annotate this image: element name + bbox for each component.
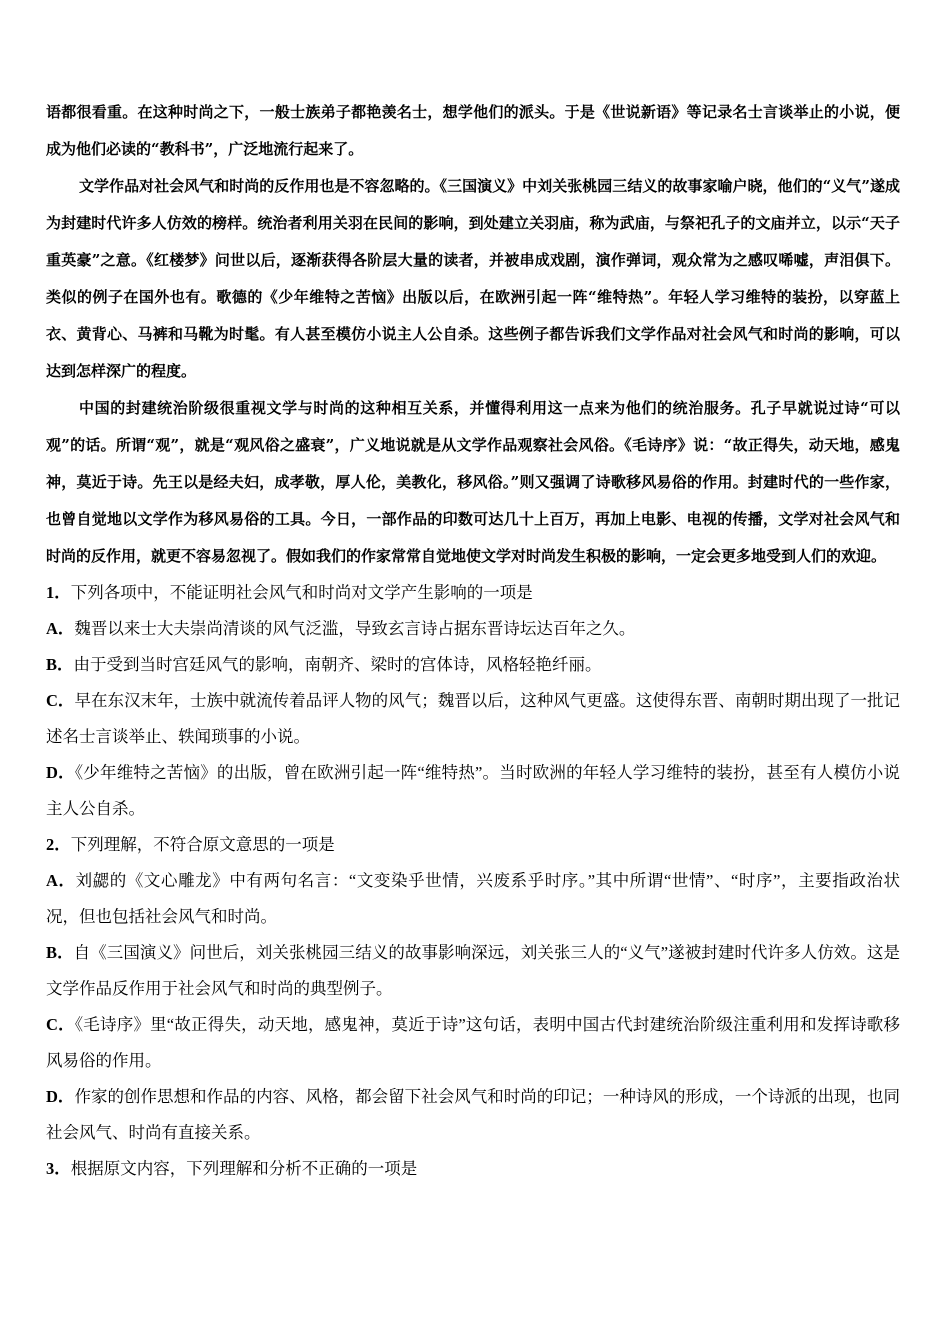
passage-paragraph-1: 语都很看重。在这种时尚之下，一般士族弟子都艳羡名士，想学他们的派头。于是《世说新语》等记录名士言谈举止的小说，便成为他们必读的“教科书”，广泛地流行起来了。 <box>46 103 900 158</box>
option-text: 自《三国演义》问世后，刘关张桃园三结义的故事影响深远，刘关张三人的“义气”遂被封建时代许多人仿效。这是文学作品反作用于社会风气和时尚的典型例子。 <box>46 943 900 998</box>
passage-paragraph-2: 文学作品对社会风气和时尚的反作用也是不容忽略的。《三国演义》中刘关张桃园三结义的故事家喻户晓，他们的“义气”遂成为封建时代许多人仿效的榜样。统治者利用关羽在民间的影响，到处建立关羽庙，称为武庙，与祭祀孔子的文庙并立，以示“天子重英豪”之意。《红楼梦》问世以后，逐渐获得各阶层大量的读者，并被串成戏剧，演作弹词，观众常为之感叹唏嘘，声泪俱下。类似的例子在国外也有。歌德的《少年维特之苦恼》出版以后，在欧洲引起一阵“维特热”。年轻人学习维特的装扮，以穿蓝上衣、黄背心、马裤和马靴为时髦。有人甚至模仿小说主人公自杀。这些例子都告诉我们文学作品对社会风气和时尚的影响，可以达到怎样深广的程度。 <box>46 177 900 380</box>
option-b <box>46 935 900 1007</box>
option-label: C． <box>46 691 75 710</box>
option-label: A． <box>46 619 75 638</box>
option-d <box>46 755 900 827</box>
question-stem-text: 下列理解，不符合原文意思的一项是 <box>70 835 335 854</box>
option-label: A． <box>46 871 76 890</box>
question-2 <box>46 827 900 1151</box>
option-a <box>46 863 900 935</box>
option-text: 由于受到当时宫廷风气的影响，南朝齐、梁时的宫体诗，风格轻艳纤丽。 <box>73 655 602 674</box>
question-stem <box>46 575 900 611</box>
option-text: 《毛诗序》里“故正得失，动天地，感鬼神，莫近于诗”这句话，表明中国古代封建统治阶级注重利用和发挥诗歌移风易俗的作用。 <box>46 1015 900 1070</box>
question-stem-text: 根据原文内容，下列理解和分析不正确的一项是 <box>70 1159 418 1178</box>
option-c <box>46 1007 900 1079</box>
option-d <box>46 1079 900 1151</box>
document-page <box>46 94 900 1187</box>
question-stem <box>46 1151 900 1187</box>
option-a <box>46 611 900 647</box>
option-b <box>46 647 900 683</box>
option-label: D． <box>46 763 75 782</box>
question-number: 3． <box>46 1159 71 1178</box>
option-text: 早在东汉末年，士族中就流传着品评人物的风气；魏晋以后，这种风气更盛。这使得东晋、南朝时期出现了一批记述名士言谈举止、轶闻琐事的小说。 <box>46 691 901 746</box>
question-1 <box>46 575 900 827</box>
option-c <box>46 683 900 755</box>
question-stem-text: 下列各项中，不能证明社会风气和时尚对文学产生影响的一项是 <box>70 583 533 602</box>
question-stem <box>46 827 900 863</box>
option-text: 刘勰的《文心雕龙》中有两句名言：“文变染乎世情，兴废系乎时序。”其中所谓“世情”、“时序”，主要指政治状况，但也包括社会风气和时尚。 <box>46 871 900 926</box>
question-number: 1． <box>46 583 71 602</box>
option-label: B． <box>46 943 74 962</box>
option-text: 魏晋以来士大夫崇尚清谈的风气泛滥，导致玄言诗占据东晋诗坛达百年之久。 <box>74 619 636 638</box>
option-label: D． <box>46 1087 75 1106</box>
question-number: 2． <box>46 835 71 854</box>
option-label: C． <box>46 1015 75 1034</box>
option-label: B． <box>46 655 74 674</box>
question-3 <box>46 1151 900 1187</box>
option-text: 《少年维特之苦恼》的出版，曾在欧洲引起一阵“维特热”。当时欧洲的年轻人学习维特的装扮，甚至有人模仿小说主人公自杀。 <box>46 763 900 818</box>
passage-paragraph-3: 中国的封建统治阶级很重视文学与时尚的这种相互关系，并懂得利用这一点来为他们的统治服务。孔子早就说过诗“可以观”的话。所谓“观”，就是“观风俗之盛衰”，广义地说就是从文学作品观察社会风俗。《毛诗序》说：“故正得失，动天地，感鬼神，莫近于诗。先王以是经夫妇，成孝敬，厚人伦，美教化，移风俗。”则又强调了诗歌移风易俗的作用。封建时代的一些作家，也曾自觉地以文学作为移风易俗的工具。今日，一部作品的印数可达几十上百万，再加上电影、电视的传播，文学对社会风气和时尚的反作用，就更不容易忽视了。假如我们的作家常常自觉地使文学对时尚发生积极的影响，一定会更多地受到人们的欢迎。 <box>46 399 900 565</box>
option-text: 作家的创作思想和作品的内容、风格，都会留下社会风气和时尚的印记；一种诗风的形成，一个诗派的出现，也同社会风气、时尚有直接关系。 <box>46 1087 901 1142</box>
